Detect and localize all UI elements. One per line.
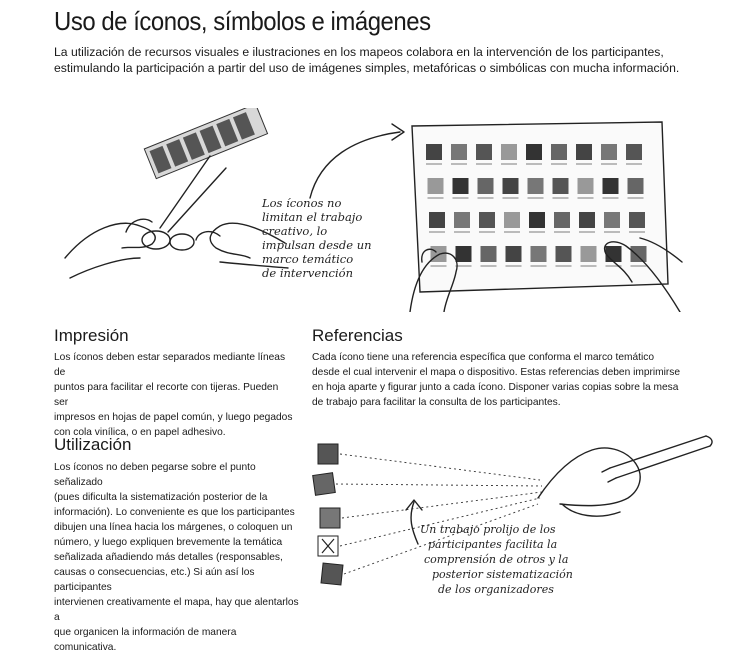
sheet-icon [603,178,619,194]
sheet-icon-caption [553,197,569,199]
sheet-icon-caption [626,163,642,165]
sheet-icon [503,178,519,194]
sheet-icon-caption [453,197,469,199]
sheet-icon [501,144,517,160]
text-line: causas o consecuencias, etc.) Si aún así los participantes [54,567,255,593]
text-line: Cada ícono tiene una referencia específica que conforma el marco temático [312,352,655,363]
sheet-icon [526,144,542,160]
sheet-icon-caption [554,231,570,233]
sheet-icon-caption [578,197,594,199]
sheet-icon-caption [529,231,545,233]
sheet-icon-caption [603,197,619,199]
sheet-icon [554,212,570,228]
sheet-icon [631,246,647,262]
annotation-line: Los íconos no [262,196,342,210]
sheet-icon [531,246,547,262]
sheet-icon [576,144,592,160]
sheet-icon [506,246,522,262]
sheet-icon [626,144,642,160]
icon-sheet-illustration [400,112,685,312]
sheet-icon-caption [629,231,645,233]
sheet-icon-caption [601,163,617,165]
intro-paragraph: La utilización de recursos visuales e ilustraciones en los mapeos colabora en la intervención de los participantes, estimulando la participación a partir del uso de imágenes simples, metafóricas o simbólicas con mucha información. [54,45,680,75]
sheet-icon-caption [531,265,547,267]
text-line: en hoja aparte y figurar junto a cada ícono. Disponer varias copias sobre la mesa [312,382,679,393]
sheet-icon [481,246,497,262]
sheet-icon-caption [456,265,472,267]
annotation-line: limitan el trabajo [262,210,363,224]
section-text-impresion [54,350,294,440]
scissors-illustration [60,108,290,298]
annotation-line: marco temático [262,252,354,266]
sheet-icon-caption [431,265,447,267]
sheet-icon [601,144,617,160]
sheet-icon-caption [581,265,597,267]
text-line: que organicen la información de manera comunicativa. [54,627,237,653]
annotation-icons [262,196,412,280]
sheet-icon [556,246,572,262]
sheet-icon [476,144,492,160]
sheet-icon-caption [476,163,492,165]
sheet-icon-caption [479,231,495,233]
sheet-icon [579,212,595,228]
text-line: Los íconos deben estar separados mediante líneas de [54,352,286,378]
section-heading-referencias: Referencias [312,326,403,345]
sheet-icon-caption [631,265,647,267]
text-line: intervienen creativamente el mapa, hay que alentarlos a [54,597,299,623]
section-heading-impresion: Impresión [54,326,129,345]
sheet-icon [553,178,569,194]
annotation-line: impulsan desde un [262,238,372,252]
sheet-icon [453,178,469,194]
sheet-icon-caption [504,231,520,233]
sheet-icon [429,212,445,228]
sheet-icon [604,212,620,228]
sheet-icon-caption [451,163,467,165]
sheet-icon [578,178,594,194]
section-text-utilizacion [54,460,299,655]
sheet-icon [529,212,545,228]
text-line: puntos para facilitar el recorte con tijeras. Pueden ser [54,382,279,408]
text-line: con cola vinílica, o en papel adhesivo. [54,427,226,438]
annotation-line: posterior sistematización [432,568,573,581]
annotation-line: de los organizadores [438,583,554,596]
sheet-icon-caption [528,197,544,199]
text-line: información). Lo conveniente es que los participantes [54,507,295,518]
sheet-icon [451,144,467,160]
sheet-icon-caption [604,231,620,233]
sheet-icon-caption [426,163,442,165]
section-text-referencias [312,350,692,410]
sheet-icon [426,144,442,160]
page-title: Uso de íconos, símbolos e imágenes [54,6,431,36]
annotation-organization [420,522,640,597]
sheet-icon [428,178,444,194]
sheet-icon [478,178,494,194]
annotation-line: de intervención [262,266,353,280]
sheet-icon-caption [481,265,497,267]
sheet-icon [628,178,644,194]
sheet-icon-caption [501,163,517,165]
annotation-line: Un trabajo prolijo de los [420,523,556,536]
sheet-icon-caption [503,197,519,199]
sheet-icon [479,212,495,228]
sheet-icon-caption [556,265,572,267]
text-line: número, y luego expliquen brevemente la temática [54,537,283,548]
section-heading-utilizacion: Utilización [54,435,132,454]
sheet-icon [456,246,472,262]
sheet-icon [504,212,520,228]
sheet-icon-caption [576,163,592,165]
sheet-icon [606,246,622,262]
sheet-icon-caption [628,197,644,199]
sheet-icon-caption [428,197,444,199]
sheet-icon-caption [526,163,542,165]
text-line: de trabajo para facilitar la consulta de los participantes. [312,397,561,408]
sheet-icon-caption [478,197,494,199]
sheet-icon [528,178,544,194]
annotation-line: comprensión de otros y la [424,553,569,566]
sheet-icon-caption [506,265,522,267]
sheet-icon [551,144,567,160]
text-line: Los íconos no deben pegarse sobre el punto señalizado [54,462,256,488]
sheet-icon [454,212,470,228]
annotation-line: participantes facilita la [428,538,558,551]
text-line: señalizada añadiendo más detalles (responsables, [54,552,283,563]
annotation-line: creativo, lo [262,224,328,238]
text-line: desde el cual intervenir el mapa o dispositivo. Estas referencias deben imprimirse [312,367,681,378]
sheet-icon [629,212,645,228]
text-line: (pues dificulta la sistematización posterior de la [54,492,268,503]
text-line: impresos en hojas de papel común, y luego pegados [54,412,293,423]
text-line: dibujen una línea hacia los márgenes, o coloquen un [54,522,293,533]
sheet-icon-caption [454,231,470,233]
sheet-icon-caption [429,231,445,233]
sheet-icon-caption [551,163,567,165]
sheet-icon-caption [579,231,595,233]
sheet-icon [581,246,597,262]
